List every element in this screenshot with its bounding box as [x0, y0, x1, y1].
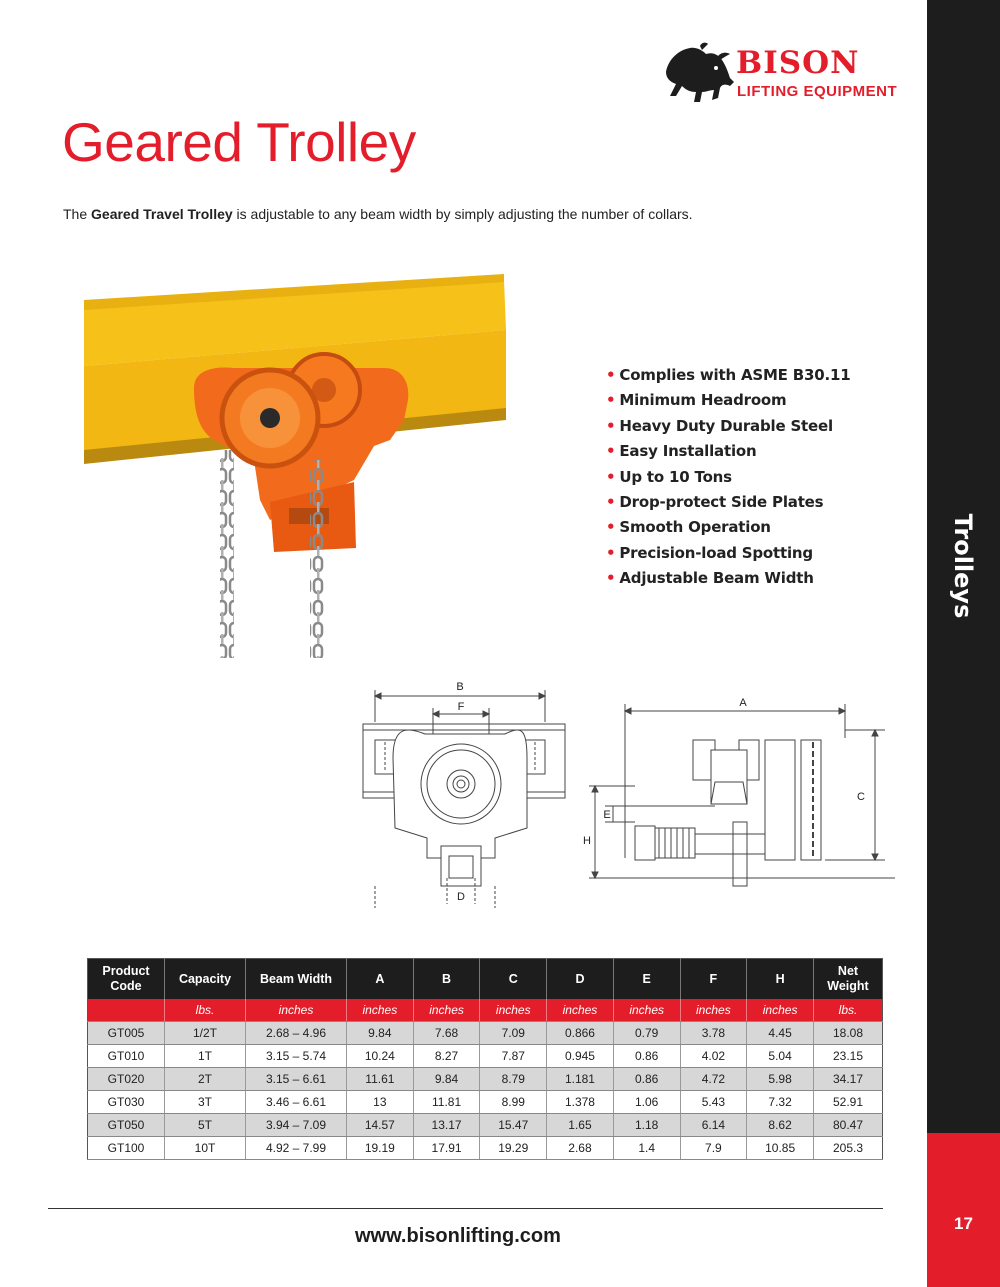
unit-cell: lbs.	[814, 999, 883, 1022]
table-cell: 6.14	[680, 1114, 747, 1137]
table-cell: 1.06	[613, 1091, 680, 1114]
table-header-row	[88, 959, 883, 1000]
table-cell: 17.91	[413, 1137, 480, 1160]
feature-item: • Smooth Operation	[606, 518, 771, 537]
unit-cell: inches	[246, 999, 347, 1022]
page-title: Geared Trolley	[62, 111, 416, 173]
units-row	[88, 999, 883, 1022]
table-row	[88, 1022, 883, 1045]
unit-cell: inches	[347, 999, 414, 1022]
specs-table	[87, 958, 883, 1160]
sidebar-page-block	[927, 1133, 1000, 1287]
table-cell: 1.4	[613, 1137, 680, 1160]
table-cell: 7.87	[480, 1045, 547, 1068]
table-cell: 10T	[165, 1137, 246, 1160]
table-cell: 3.46 – 6.61	[246, 1091, 347, 1114]
table-cell: 205.3	[814, 1137, 883, 1160]
feature-item: • Complies with ASME B30.11	[606, 366, 851, 384]
table-cell: 13	[347, 1091, 414, 1114]
unit-cell: inches	[480, 999, 547, 1022]
dim-label-b: B	[456, 681, 464, 693]
table-cell: 5.04	[747, 1045, 814, 1068]
unit-cell: lbs.	[165, 999, 246, 1022]
table-cell: 1.181	[547, 1068, 614, 1091]
table-cell: 9.84	[347, 1022, 414, 1045]
dim-label-h: H	[583, 835, 591, 847]
table-cell: 7.68	[413, 1022, 480, 1045]
col-a: A	[347, 959, 414, 1000]
table-cell: 1.65	[547, 1114, 614, 1137]
feature-item: • Minimum Headroom	[606, 391, 787, 410]
table-cell: 8.99	[480, 1091, 547, 1114]
feature-item: • Adjustable Beam Width	[606, 569, 814, 588]
unit-cell: inches	[413, 999, 480, 1022]
table-cell: 5.98	[747, 1068, 814, 1091]
feature-item: • Drop-protect Side Plates	[606, 492, 824, 511]
table-cell: 1.18	[613, 1114, 680, 1137]
table-cell: 3T	[165, 1091, 246, 1114]
table-row	[88, 1045, 883, 1068]
table-cell: 11.81	[413, 1091, 480, 1114]
table-cell: 0.86	[613, 1045, 680, 1068]
table-cell: 4.92 – 7.99	[246, 1137, 347, 1160]
table-cell: 3.15 – 6.61	[246, 1068, 347, 1091]
feature-item: • Easy Installation	[606, 442, 757, 461]
table-cell: 14.57	[347, 1114, 414, 1137]
unit-cell: inches	[613, 999, 680, 1022]
table-row	[88, 1137, 883, 1160]
table-cell: 4.02	[680, 1045, 747, 1068]
table-cell: 4.45	[747, 1022, 814, 1045]
table-cell: 52.91	[814, 1091, 883, 1114]
feature-item: • Up to 10 Tons	[606, 467, 732, 486]
feature-item: • Heavy Duty Durable Steel	[606, 416, 833, 435]
table-cell: 1/2T	[165, 1022, 246, 1045]
col-c: C	[480, 959, 547, 1000]
table-cell: 2.68	[547, 1137, 614, 1160]
footer-url: www.bisonlifting.com	[355, 1225, 561, 1247]
feature-item: • Precision-load Spotting	[606, 543, 813, 562]
col-e: E	[613, 959, 680, 1000]
table-cell: 0.86	[613, 1068, 680, 1091]
table-cell: GT050	[88, 1114, 165, 1137]
dim-label-e: E	[603, 809, 611, 821]
table-row	[88, 1114, 883, 1137]
table-cell: 2.68 – 4.96	[246, 1022, 347, 1045]
col-beam-width: Beam Width	[246, 959, 347, 1000]
table-cell: 0.866	[547, 1022, 614, 1045]
table-row	[88, 1091, 883, 1114]
side-view-drawing	[589, 704, 895, 886]
col-h: H	[747, 959, 814, 1000]
dim-label-c: C	[857, 791, 865, 803]
col-b: B	[413, 959, 480, 1000]
table-cell: 8.79	[480, 1068, 547, 1091]
table-cell: 9.84	[413, 1068, 480, 1091]
brand-subtitle: LIFTING EQUIPMENT	[737, 83, 898, 100]
table-row	[88, 1068, 883, 1091]
table-cell: 23.15	[814, 1045, 883, 1068]
table-cell: 11.61	[347, 1068, 414, 1091]
table-cell: 5.43	[680, 1091, 747, 1114]
brand-name: BISON	[736, 45, 860, 81]
table-cell: 3.78	[680, 1022, 747, 1045]
unit-cell	[88, 999, 165, 1022]
table-cell: 13.17	[413, 1114, 480, 1137]
table-cell: 80.47	[814, 1114, 883, 1137]
col-product-code: Product Code	[88, 959, 165, 1000]
table-cell: GT100	[88, 1137, 165, 1160]
table-cell: 7.32	[747, 1091, 814, 1114]
intro-product-name: Geared Travel Trolley	[91, 206, 233, 222]
table-cell: 7.09	[480, 1022, 547, 1045]
table-cell: 8.27	[413, 1045, 480, 1068]
table-cell: 8.62	[747, 1114, 814, 1137]
table-cell: 0.79	[613, 1022, 680, 1045]
footer-divider	[48, 1208, 883, 1209]
table-cell: 18.08	[814, 1022, 883, 1045]
col-capacity: Capacity	[165, 959, 246, 1000]
unit-cell: inches	[747, 999, 814, 1022]
dim-label-d: D	[457, 891, 465, 903]
table-cell: 1T	[165, 1045, 246, 1068]
unit-cell: inches	[547, 999, 614, 1022]
table-cell: 5T	[165, 1114, 246, 1137]
table-cell: 10.85	[747, 1137, 814, 1160]
sidebar	[927, 0, 1000, 1287]
table-cell: GT010	[88, 1045, 165, 1068]
table-cell: GT030	[88, 1091, 165, 1114]
front-view-drawing	[363, 690, 565, 908]
col-f: F	[680, 959, 747, 1000]
table-cell: 15.47	[480, 1114, 547, 1137]
table-cell: GT005	[88, 1022, 165, 1045]
table-cell: 19.29	[480, 1137, 547, 1160]
table-cell: GT020	[88, 1068, 165, 1091]
table-cell: 2T	[165, 1068, 246, 1091]
product-photo	[84, 270, 514, 658]
table-cell: 4.72	[680, 1068, 747, 1091]
dim-label-a: A	[739, 697, 747, 709]
section-tab-label: Trolleys	[949, 513, 977, 619]
dim-label-f: F	[457, 701, 465, 713]
feature-list	[606, 364, 850, 593]
dimension-diagram	[355, 678, 895, 908]
table-cell: 0.945	[547, 1045, 614, 1068]
intro-text: The Geared Travel Trolley is adjustable to any beam width by simply adjusting the number of collars.	[63, 206, 693, 222]
table-cell: 3.94 – 7.09	[246, 1114, 347, 1137]
table-cell: 34.17	[814, 1068, 883, 1091]
col-net-weight: Net Weight	[814, 959, 883, 1000]
table-cell: 10.24	[347, 1045, 414, 1068]
table-cell: 19.19	[347, 1137, 414, 1160]
table-cell: 7.9	[680, 1137, 747, 1160]
page-number: 17	[954, 1214, 973, 1233]
table-cell: 1.378	[547, 1091, 614, 1114]
table-cell: 3.15 – 5.74	[246, 1045, 347, 1068]
col-d: D	[547, 959, 614, 1000]
unit-cell: inches	[680, 999, 747, 1022]
